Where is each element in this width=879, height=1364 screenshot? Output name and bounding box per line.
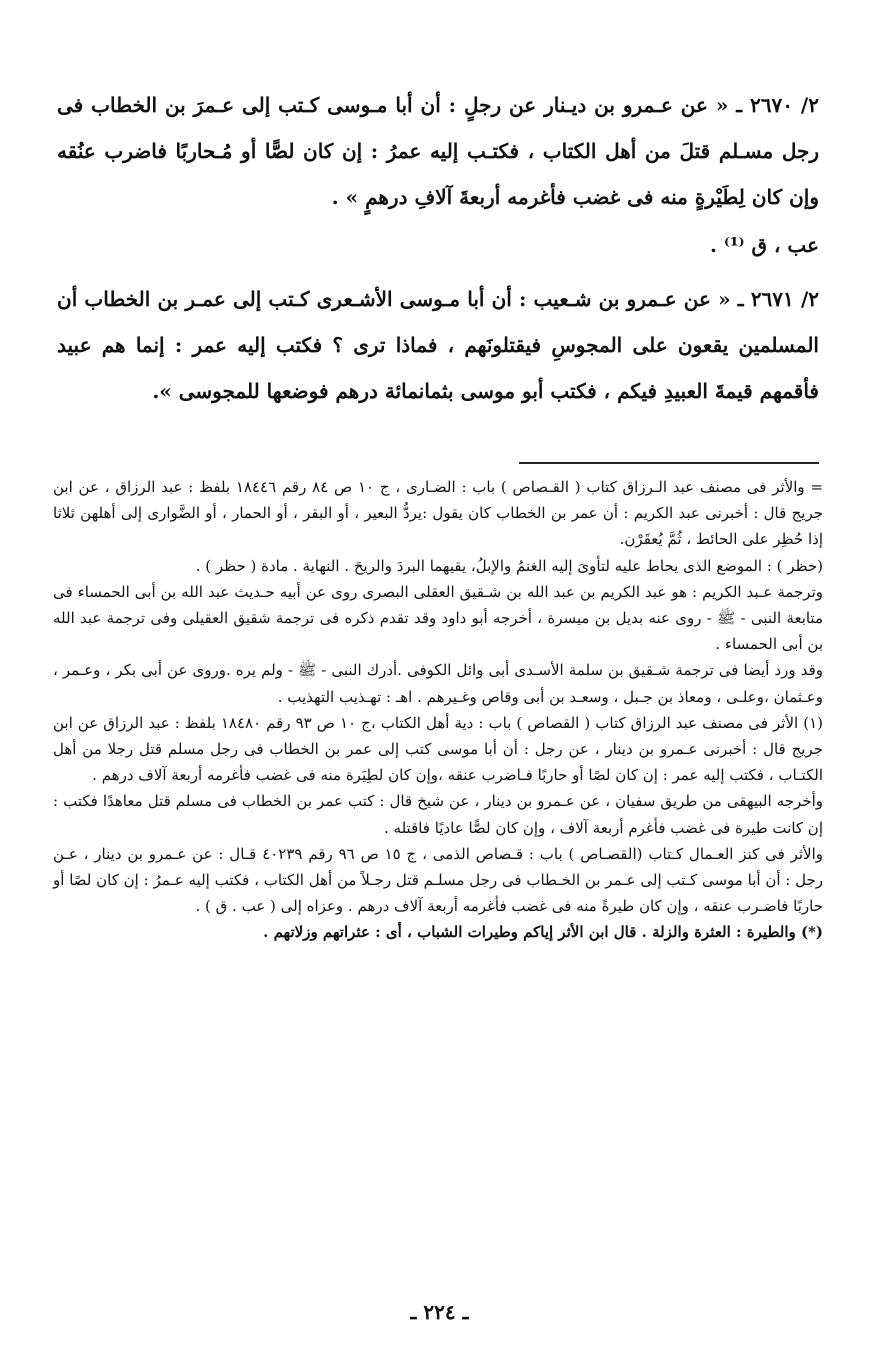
hadith-2671: ٢/ ٢٦٧١ ـ « عن عـمرو بن شـعيب : أن أبا مـوسى الأشـعرى كـتب إلى عمـر بن الخطاب أن المسلمين يقعون على المجوسِ فيقتلونَهم ، فماذا ترى ؟ فكتب إليه عمر : إنما هم عبيد فأقمهم قيمةَ العبيدِ فيكم ، فكتب أبو موسى بثمانمائة درهم فوضعها للمجوسى ». (57, 287, 819, 403)
hadith-2670: ٢/ ٢٦٧٠ ـ « عن عـمرو بن ديـنار عن رجلٍ : أن أبا مـوسى كـتب إلى عـمرَ بن الخطاب فى رجل مسـلم قتلَ من أهل الكتاب ، فكتـب إليه عمرُ : إن كان لصًّا أو مُـحاربًا فاضرب عنُقه وإن كان لِطَيْرةٍ منه فى غضب فأغرمه أربعةَ آلافِ درهمٍ » . (57, 93, 819, 209)
page-number: ـ ٢٢٤ ـ (410, 1300, 469, 1324)
footnote-1-para: (١) الأثر فى مصنف عبد الرزاق كتاب ( القصاص ) باب : دية أهل الكتاب ،ج ١٠ ص ٩٣ رقم ١٨٤٨٠ بلفظ : عبد الرزاق عن ابن جريج قال : أخبرنى عـمرو بن دينار ، عن رجل : أن أبا موسى كتب إلى عمر بن الخطاب فى رجل مسلم قتل رجلا من أهل الكتـاب ، فكتب إليه عمر : إن كان لصًا أو حاربًا فـاضرب عنقه ،وإن كان لطِيَرة منه فى غضب فأغرمه أربعة آلاف درهم . (53, 713, 824, 785)
footnote-continued-para: وترجمة عـبد الكريم : هو عبد الكريم بن عبد الله بن شـقيق العقلى البصرى روى عن أبيه حـديث عبد الله بن أبى الحمساء فى متابعة النبى - ﷺ - روى عنه بديل بن ميسرة ، أخرجه أبو داود وقد تقدم ذكره فى ترجمة شقيق العقيلى وفى ترجمة عبد الله بن أبى الحمساء . (53, 582, 823, 654)
footnote-continued-para: (حظر ) : الموضع الذى يحاط عليه لتأوىَ إليه الغنمُ والإبلُ، يقيهما البردَ والريحَ . النهاية . مادة ( حظر ) . (195, 556, 823, 575)
footnote-continued-para: = والأثر فى مصنف عبد الـرزاق كتاب ( القـصاص ) باب : الضـارى ، ج ١٠ ص ٨٤ رقم ١٨٤٤٦ بلفظ : عبد الرزاق ، عن ابن جريج قال : أخبرنى عبد الكريم : أن عمر بن الخطاب كان يقول :يردُّ البعير ، أو البقر ، أو الحمار ، أو الضَّوارى إلى أهلهن ثلاثا إذا حُظِر على الحائط ، ثُمَّ يُعقَرْن. (53, 478, 824, 549)
footnote-divider (519, 462, 819, 464)
source-reference-2670: عب ، ق ⁽¹⁾ . (709, 233, 819, 257)
main-text (57, 82, 819, 416)
footnote-1-para: والأثر فى كنز العـمال كـتاب (القصـاص ) باب : قـصاص الذمى ، ج ١٥ ص ٩٦ رقم ٤٠٢٣٩ قـال : عن عـمرو بن دينار ، عـن رجل : أن أبا موسى كـتب إلى عـمر بن الخـطاب فى رجل مسلـم قتل رجـلاً من أهل الكتاب ، فكتب إليه عـمرُ : إن كان لصًا أو حاربًا فاضـرب عنقه ، وإن كان طيرةً منه فى غضب فأغرمه أربعة آلاف درهم . وعزاه إلى ( عب . ق ) . (53, 844, 824, 916)
footnote-1-para: وأخرجه البيهقى من طريق سفيان ، عن عـمرو بن دينار ، عن شيخ قال : كتب عمر بن الخطاب فى مسلم قتل معاهدًا فكتب : إن كانت طيرة فى غضب فأغرم أربعة آلاف ، وإن كان لصًّا عاديًا فاقتله . (53, 792, 823, 837)
footnote-star: (*) والطيرة : العثرة والزلة . قال ابن الأثر إياكم وطيرات الشباب ، أى : عثراتهم وزلاتهم . (263, 923, 823, 942)
footnotes (53, 474, 823, 946)
footnote-continued-para: وقد ورد أيضا فى ترجمة شـقيق بن سلمة الأسـدى أبى وائل الكوفى .أدرك النبى - ﷺ - ولم يره .وروى عن أبى بكر ، وعـمر ، وعـثمان ،وعلـى ، ومعاذ بن جـبل ، وسعـد بن أبى وقاص وغـيرهم . اهـ : تهـذيب التهذيب . (53, 661, 823, 706)
